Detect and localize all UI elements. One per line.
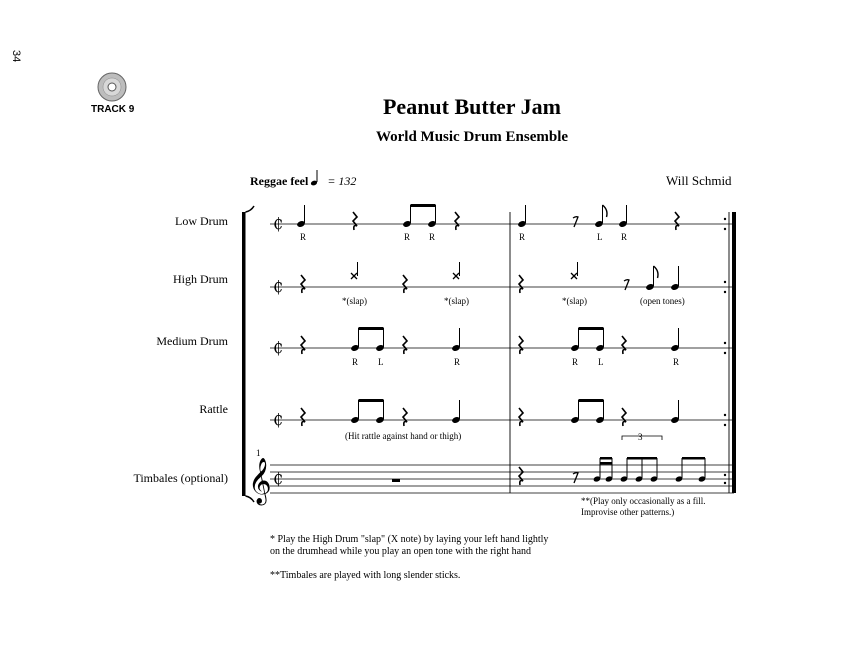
timbales-staff — [270, 465, 734, 493]
svg-text:₵: ₵ — [273, 410, 284, 429]
instrument-low-drum: Low Drum — [175, 214, 228, 228]
stroke-mark: R — [300, 232, 307, 242]
timbales-fill-annotation: **(Play only occasionally as a fill. Improvise other patterns.) — [581, 496, 706, 517]
treble-clef-icon: 𝄞 — [248, 458, 272, 504]
composer: Will Schmid — [666, 173, 732, 188]
page-title: Peanut Butter Jam — [382, 94, 562, 119]
triplet-number: 3 — [638, 432, 643, 442]
instrument-high-drum: High Drum — [173, 272, 228, 286]
stroke-mark: R — [621, 232, 628, 242]
repeat-dots — [724, 218, 726, 484]
stroke-mark: L — [378, 357, 384, 367]
high-drum-notes — [301, 262, 680, 293]
stroke-mark: R — [673, 357, 680, 367]
timbales-notes — [392, 436, 706, 485]
slap-annotation: *(slap) — [444, 296, 469, 306]
stroke-mark: R — [352, 357, 359, 367]
instrument-timbales: Timbales (optional) — [133, 471, 228, 485]
slap-annotation: *(slap) — [562, 296, 587, 306]
low-drum-notes — [296, 204, 679, 230]
rattle-annotation: (Hit rattle against hand or thigh) — [345, 431, 462, 441]
medium-drum-notes — [301, 327, 680, 354]
page-subtitle: World Music Drum Ensemble — [375, 129, 569, 145]
svg-text:₵: ₵ — [273, 277, 284, 296]
stroke-mark: R — [404, 232, 411, 242]
rattle-notes — [301, 399, 680, 426]
instrument-medium-drum: Medium Drum — [156, 334, 228, 348]
track-label: TRACK 9 — [91, 104, 135, 115]
footnote-slap: * Play the High Drum "slap" (X note) by laying your left hand lightly on the drumhead while you play an open tone with the right hand — [270, 534, 549, 557]
svg-text:₵: ₵ — [273, 469, 284, 488]
svg-text:₵: ₵ — [273, 214, 284, 233]
stroke-mark: R — [429, 232, 436, 242]
stroke-mark: L — [598, 357, 604, 367]
stroke-mark: R — [572, 357, 579, 367]
cut-time-icons — [273, 214, 283, 488]
stroke-mark: R — [454, 357, 461, 367]
tempo-value: = 132 — [327, 174, 357, 188]
measure-number: 1 — [256, 448, 261, 458]
page-number: 34 — [10, 50, 22, 63]
stroke-mark: L — [597, 232, 603, 242]
stroke-mark: R — [519, 232, 526, 242]
footnote-timbales: **Timbales are played with long slender sticks. — [270, 570, 461, 581]
tempo-marking — [250, 174, 356, 189]
staff-lines — [270, 224, 734, 420]
svg-text:₵: ₵ — [273, 338, 284, 357]
instrument-rattle: Rattle — [199, 402, 228, 416]
tempo-label: Reggae feel — [250, 174, 309, 188]
slap-annotation: *(slap) — [342, 296, 367, 306]
open-tones-annotation: (open tones) — [640, 296, 685, 306]
